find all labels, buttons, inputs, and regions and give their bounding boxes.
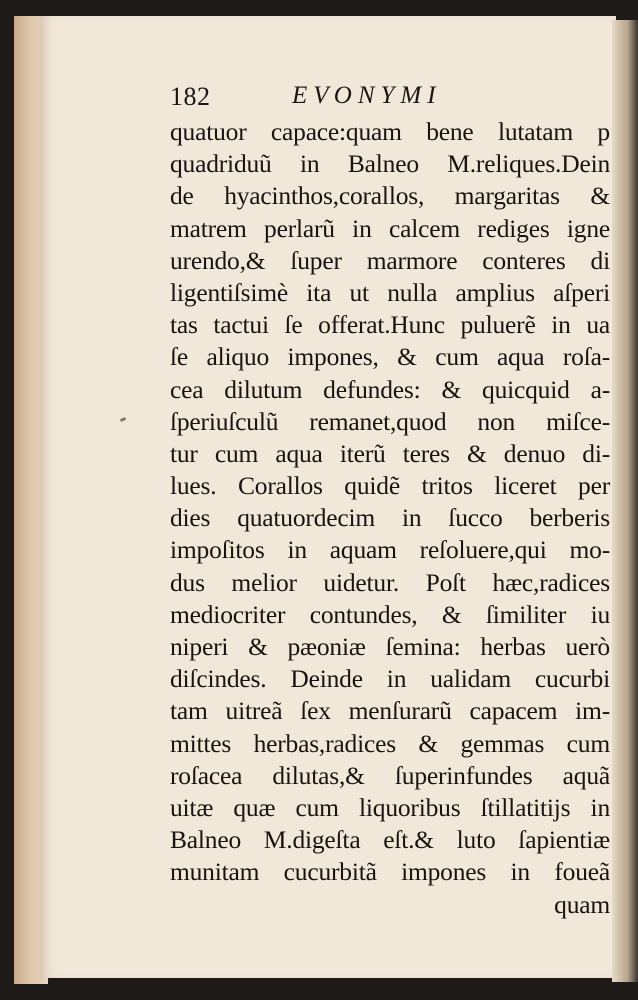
text-line: Balneo M.digeſta eſt.& luto ſapientiæ: [170, 825, 610, 855]
book-fore-edge: [612, 20, 638, 982]
text-line: niperi & pæoniæ ſemina: herbas uerò: [170, 632, 610, 661]
text-line: dus melior uidetur. Poſt hæc,radices: [170, 567, 610, 597]
text-line: cea dilutum defundes: & quicquid a-: [170, 374, 610, 404]
text-line: tam uitreã ſex menſurarũ capacem im-: [170, 696, 610, 726]
text-line: roſacea dilutas,& ſuperinfundes aquã: [170, 760, 610, 790]
text-line: quadriduũ in Balneo M.reliques.Dein: [170, 149, 610, 179]
text-line: urendo,& ſuper marmore conteres di: [170, 245, 610, 275]
text-line: ſperiuſculũ remanet,quod non miſce-: [170, 406, 610, 436]
text-line: tur cum aqua iterũ teres & denuo di-: [170, 438, 610, 468]
text-line: dies quatuordecim in ſucco berberis: [170, 503, 610, 533]
page-number: 182: [170, 82, 211, 111]
text-line: lues. Corallos quidẽ tritos liceret per: [170, 471, 610, 501]
running-title: EVONYMI: [292, 82, 442, 109]
text-line: mittes herbas,radices & gemmas cum: [170, 728, 610, 758]
text-line: ligentiſsimè ita ut nulla amplius aſperi: [170, 277, 610, 307]
text-line: impoſitos in aquam reſoluere,qui mo-: [170, 535, 610, 565]
text-line: uitæ quæ cum liquoribus ſtillatitijs in: [170, 792, 610, 822]
text-line: diſcindes. Deinde in ualidam cucurbi: [170, 664, 610, 694]
text-line: quatuor capace:quam bene lutatam p: [170, 117, 610, 146]
body-text: [170, 116, 610, 921]
text-line: de hyacinthos,corallos, margaritas &: [170, 181, 610, 211]
text-line: munitam cucurbitã impones in foueã: [170, 857, 610, 887]
text-line: matrem perlarũ in calcem rediges igne: [170, 213, 610, 243]
catchword: quam: [554, 889, 610, 919]
text-line: tas tactui ſe offerat.Hunc puluerẽ in ua: [170, 310, 610, 340]
text-line: mediocriter contundes, & ſimiliter iu: [170, 599, 610, 629]
text-line: ſe aliquo impones, & cum aqua roſa-: [170, 342, 610, 372]
